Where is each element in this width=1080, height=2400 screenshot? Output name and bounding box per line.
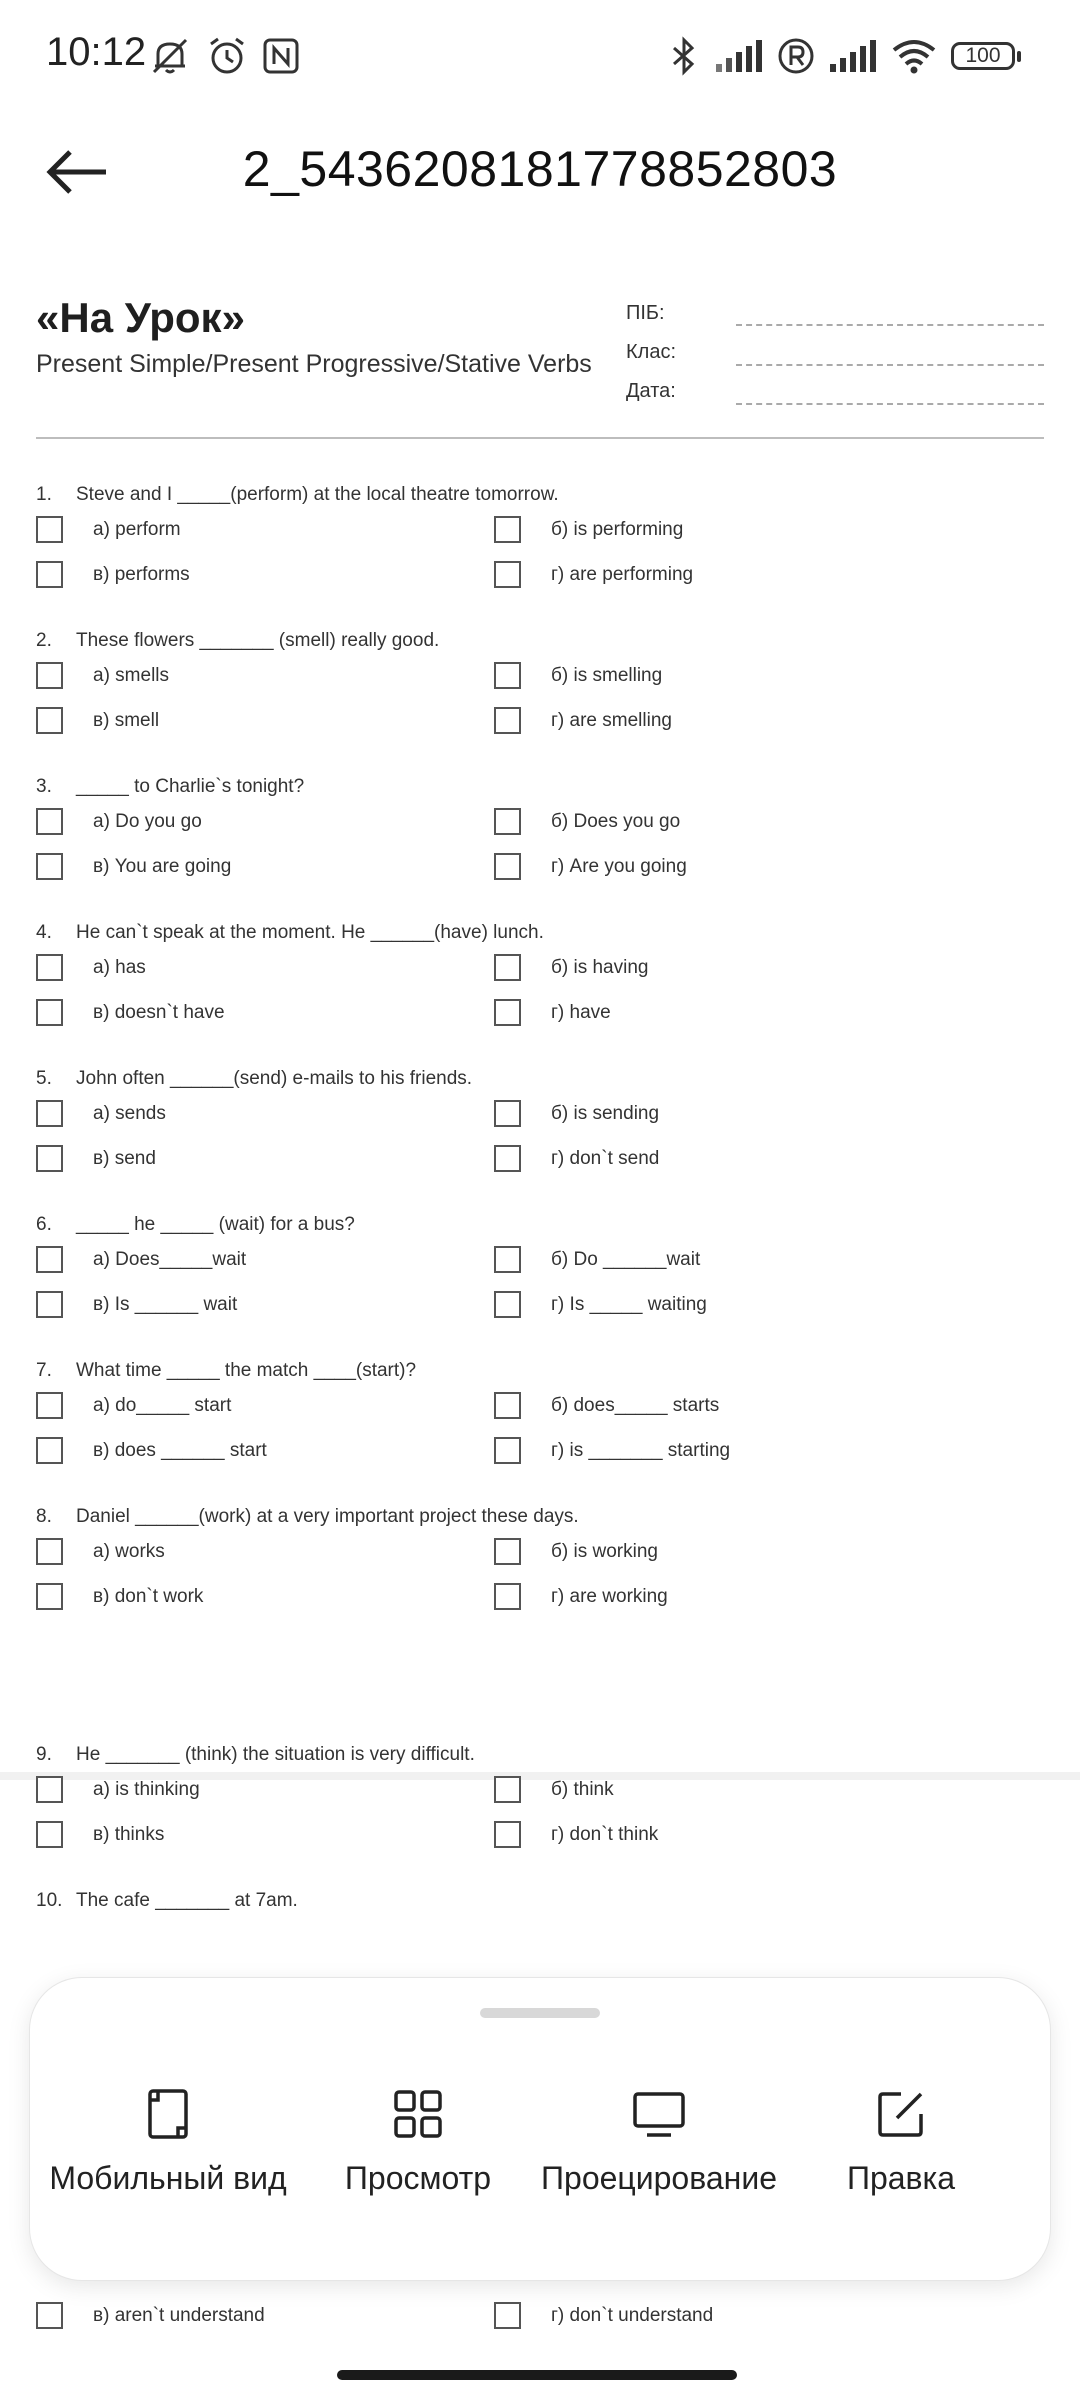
answer-checkbox[interactable] [494,662,521,689]
answer-checkbox[interactable] [36,1291,63,1318]
projection-label: Проецирование [541,2160,777,2196]
question-number: 4. [36,922,52,943]
answer-checkbox[interactable] [36,1246,63,1273]
answer-label: в) does ______ start [93,1440,267,1461]
answer-checkbox[interactable] [494,1392,521,1419]
answer-label: г) have [551,1002,611,1023]
answer-checkbox[interactable] [494,999,521,1026]
answer-label: в) thinks [93,1824,165,1845]
meta-label-date: Дата: [626,380,676,402]
answer-label: в) doesn`t have [93,1002,225,1023]
answer-checkbox[interactable] [36,954,63,981]
mobile-view-icon [142,2088,194,2140]
mobile-view-button[interactable] [43,2088,293,2228]
preview-button[interactable] [293,2088,543,2228]
answer-label: а) Do you go [93,811,202,832]
home-indicator[interactable] [337,2370,737,2380]
meta-label-class: Клас: [626,341,676,363]
monitor-icon [632,2088,686,2140]
answer-label: в) don`t work [93,1586,204,1607]
view-options-sheet [30,1978,1050,2280]
header-divider [36,437,1044,439]
worksheet-subtitle: Present Simple/Present Progressive/Stative Verbs [36,350,592,378]
answer-checkbox[interactable] [36,1437,63,1464]
meta-label-name: ПІБ: [626,302,665,324]
answer-checkbox[interactable] [494,1246,521,1273]
question-text: _____ to Charlie`s tonight? [76,776,305,797]
answer-checkbox[interactable] [36,561,63,588]
answer-checkbox[interactable] [494,561,521,588]
roaming-icon [776,36,816,76]
alarm-icon [206,36,248,76]
answer-label: г) don`t understand [551,2305,714,2326]
edit-button[interactable] [776,2088,1026,2228]
question-number: 1. [36,484,52,505]
answer-checkbox[interactable] [494,853,521,880]
answer-label: б) is having [551,957,649,978]
answer-label: в) You are going [93,856,232,877]
answer-checkbox[interactable] [494,808,521,835]
answer-label: г) is _______ starting [551,1440,731,1461]
answer-checkbox[interactable] [36,707,63,734]
answer-checkbox[interactable] [36,1583,63,1610]
preview-label: Просмотр [344,2160,492,2196]
edit-label: Правка [846,2160,956,2196]
answer-checkbox[interactable] [36,1100,63,1127]
answer-checkbox[interactable] [494,516,521,543]
answer-label: в) performs [93,564,190,585]
question-number: 2. [36,630,52,651]
bluetooth-icon [666,36,702,76]
answer-label: б) Do ______wait [551,1249,701,1270]
answer-checkbox[interactable] [494,1100,521,1127]
answer-checkbox[interactable] [36,516,63,543]
sheet-drag-handle[interactable] [480,2008,600,2018]
meta-line-class [736,364,1044,366]
answer-label: а) perform [93,519,181,540]
question-text: He _______ (think) the situation is very difficult. [76,1744,475,1765]
answer-checkbox[interactable] [36,808,63,835]
question-text: Daniel ______(work) at a very important project these days. [76,1506,579,1527]
answer-checkbox[interactable] [36,1538,63,1565]
site-logo-text: «На Урок» [36,294,245,341]
question-number: 5. [36,1068,52,1089]
answer-label: а) Does_____wait [93,1249,247,1270]
question-text: John often ______(send) e-mails to his friends. [76,1068,473,1089]
status-bar [0,0,1080,112]
answer-checkbox[interactable] [494,1437,521,1464]
answer-checkbox[interactable] [36,1392,63,1419]
answer-label: б) is working [551,1541,658,1562]
signal-icon [714,36,764,76]
answer-label: в) smell [93,710,160,731]
answer-label: б) Does you go [551,811,681,832]
answer-checkbox[interactable] [36,2302,63,2329]
answer-label: б) is smelling [551,665,663,686]
answer-label: а) has [93,957,146,978]
question-text: _____ he _____ (wait) for a bus? [76,1214,355,1235]
grid-view-icon [392,2088,444,2140]
answer-label: г) don`t send [551,1148,660,1169]
answer-checkbox[interactable] [36,1776,63,1803]
question-number: 10. [36,1890,63,1911]
answer-checkbox[interactable] [494,954,521,981]
answer-checkbox[interactable] [494,1291,521,1318]
answer-label: а) is thinking [93,1779,200,1800]
answer-checkbox[interactable] [36,662,63,689]
question-number: 7. [36,1360,52,1381]
battery-icon [951,42,1015,70]
answer-label: в) aren`t understand [93,2305,265,2326]
question-text: These flowers _______ (smell) really good. [76,630,440,651]
question-number: 3. [36,776,52,797]
meta-line-date [736,403,1044,405]
answer-label: г) Is _____ waiting [551,1294,707,1315]
answer-label: а) sends [93,1103,166,1124]
answer-checkbox[interactable] [494,2302,521,2329]
answer-label: в) Is ______ wait [93,1294,238,1315]
answer-checkbox[interactable] [494,1538,521,1565]
answer-label: а) smells [93,665,170,686]
question-text: Steve and I _____(perform) at the local theatre tomorrow. [76,484,559,505]
question-number: 6. [36,1214,52,1235]
answer-label: г) don`t think [551,1824,659,1845]
answer-checkbox[interactable] [494,1821,521,1848]
question-text: What time _____ the match ____(start)? [76,1360,417,1381]
nfc-icon [262,36,300,76]
answer-checkbox[interactable] [36,1821,63,1848]
answer-label: б) is sending [551,1103,660,1124]
mute-icon [148,36,192,76]
answer-label: б) think [551,1779,614,1800]
answer-label: г) are working [551,1586,668,1607]
answer-checkbox[interactable] [494,1776,521,1803]
answer-checkbox[interactable] [36,1145,63,1172]
answer-label: а) do_____ start [93,1395,232,1416]
question-number: 9. [36,1744,52,1765]
projection-button[interactable] [534,2088,784,2228]
question-text: He can`t speak at the moment. He ______(have) lunch. [76,922,544,943]
battery-level: 100 [965,44,1001,67]
question-number: 8. [36,1506,52,1527]
answer-checkbox[interactable] [36,853,63,880]
answer-label: б) does_____ starts [551,1395,720,1416]
answer-label: г) Are you going [551,856,687,877]
meta-line-name [736,324,1044,326]
status-time: 10:12 [46,30,147,74]
mobile-view-label: Мобильный вид [49,2160,287,2196]
edit-icon [875,2088,927,2140]
document-title: 2_5436208181778852803 [242,141,838,197]
wifi-icon [890,36,938,76]
answer-checkbox[interactable] [494,707,521,734]
answer-label: а) works [93,1541,165,1562]
answer-checkbox[interactable] [494,1583,521,1610]
answer-checkbox[interactable] [36,999,63,1026]
question-text: The cafe _______ at 7am. [76,1890,298,1911]
answer-label: г) are performing [551,564,694,585]
app-header [0,112,1080,232]
answer-label: б) is performing [551,519,684,540]
answer-checkbox[interactable] [494,1145,521,1172]
answer-label: г) are smelling [551,710,672,731]
signal-icon [828,36,878,76]
answer-label: в) send [93,1148,156,1169]
